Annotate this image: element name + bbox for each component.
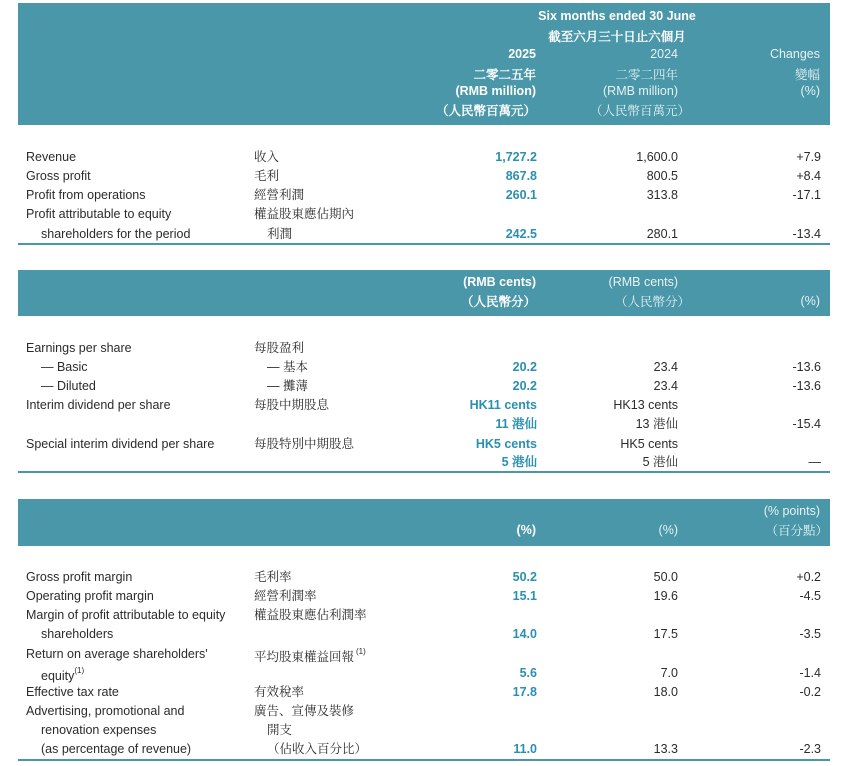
row-label-zh: 經營利潤	[254, 188, 305, 202]
row-label-en: — Basic	[41, 360, 88, 374]
row-label-en-cont-wrap	[41, 664, 84, 685]
row-label-zh: 每股盈利	[254, 341, 305, 355]
table-row	[0, 625, 842, 643]
value-2025: 15.1	[512, 589, 537, 603]
table-row-line1	[0, 396, 842, 414]
value-2025: 20.2	[512, 360, 537, 374]
row-label-en-cont: equity	[41, 669, 75, 684]
unit-2025: (RMB million)	[455, 84, 536, 98]
row-label-zh: 毛利	[254, 169, 280, 183]
row-label-zh-cont: 開支	[267, 723, 293, 737]
changes-unit: (%)	[800, 294, 820, 308]
row-label-zh-cont: （佔收入百分比）	[267, 742, 368, 756]
row-label-zh: 每股中期股息	[254, 398, 330, 412]
value-2024: 17.5	[653, 627, 678, 641]
value-2025: HK5 cents	[475, 437, 537, 451]
value-change: -13.6	[792, 360, 821, 374]
table-row-line1	[0, 645, 842, 663]
row-label-zh: 廣告、宣傳及裝修	[254, 704, 355, 718]
table-row	[0, 568, 842, 586]
footnote-marker: (1)	[74, 666, 85, 675]
value-2024: 7.0	[660, 666, 678, 680]
value-2024: 50.0	[653, 570, 678, 584]
value-change: +8.4	[796, 169, 821, 183]
value-2024: 13.3	[653, 742, 678, 756]
row-label-en: Interim dividend per share	[26, 398, 171, 412]
value-change: -13.4	[792, 227, 821, 241]
table-row	[0, 453, 842, 471]
value-2024: 18.0	[653, 685, 678, 699]
row-label-en: — Diluted	[41, 379, 96, 393]
value-2025: HK11 cents	[469, 398, 537, 412]
value-2024: HK5 cents	[620, 437, 678, 451]
table-row-line1	[0, 702, 842, 720]
value-change: -0.2	[799, 685, 821, 699]
table-row-line1	[0, 435, 842, 453]
value-2024: 1,600.0	[636, 150, 678, 164]
row-label-zh: 每股特別中期股息	[254, 437, 355, 451]
value-2024: 23.4	[653, 360, 678, 374]
value-change: —	[808, 455, 821, 469]
table-row-line2	[0, 721, 842, 739]
value-change: +7.9	[796, 150, 821, 164]
value-2025-zh: 5 港仙	[501, 455, 537, 469]
row-label-en: Special interim dividend per share	[26, 437, 215, 451]
value-2024: 23.4	[653, 379, 678, 393]
row-label-zh-wrap	[254, 645, 364, 666]
table-row	[0, 186, 842, 204]
year-2025: 2025	[508, 47, 536, 61]
changes-label-zh: 變幅	[794, 68, 820, 82]
row-label-en: Profit from operations	[26, 188, 146, 202]
row-label-en-cont: shareholders for the period	[41, 227, 191, 241]
value-2025: 50.2	[512, 570, 537, 584]
value-2024: 800.5	[646, 169, 678, 183]
table-row	[0, 415, 842, 433]
row-label-zh: — 攤薄	[267, 379, 308, 393]
value-2025: 20.2	[512, 379, 537, 393]
section-divider	[18, 759, 830, 761]
year-2025-zh: 二零二五年	[473, 68, 536, 82]
row-label-en: Effective tax rate	[26, 685, 119, 699]
unit-2024: (RMB million)	[603, 84, 678, 98]
unit-2024-zh: （人民幣百萬元）	[589, 104, 690, 118]
row-label-zh-cont: 利潤	[267, 227, 293, 241]
value-change: -2.3	[799, 742, 821, 756]
row-label-en: Advertising, promotional and	[26, 704, 185, 718]
section3-header	[18, 499, 830, 546]
row-label-en: Revenue	[26, 150, 77, 164]
table-row	[0, 358, 842, 376]
value-2025: 867.8	[505, 169, 537, 183]
unit-2024: (%)	[658, 523, 678, 537]
section-divider	[18, 243, 830, 245]
unit-2024: (RMB cents)	[608, 275, 678, 289]
unit-2025: (%)	[516, 523, 536, 537]
row-label-zh: 權益股東應佔期內	[254, 207, 355, 221]
changes-unit: (% points)	[763, 504, 820, 518]
period-en: Six months ended 30 June	[538, 9, 696, 23]
value-2024: 313.8	[646, 188, 678, 202]
row-label-en-cont: (as percentage of revenue)	[41, 742, 192, 756]
unit-2025: (RMB cents)	[463, 275, 536, 289]
row-label-zh: 毛利率	[254, 570, 292, 584]
row-label-en-cont: renovation expenses	[41, 723, 157, 737]
value-2024: HK13 cents	[613, 398, 678, 412]
row-label-zh: — 基本	[267, 360, 308, 374]
row-label-en: Operating profit margin	[26, 589, 154, 603]
value-2024-zh: 5 港仙	[642, 455, 678, 469]
unit-2025-zh: （人民幣分）	[460, 295, 536, 309]
table-row	[0, 148, 842, 166]
changes-unit: (%)	[800, 84, 820, 98]
row-label-en: Return on average shareholders'	[26, 647, 208, 661]
row-label-zh: 平均股東權益回報	[254, 650, 355, 665]
period-zh: 截至六月三十日止六個月	[548, 30, 686, 44]
unit-2024-zh: （人民幣分）	[614, 295, 690, 309]
row-label-zh: 有效稅率	[254, 685, 305, 699]
value-change: -13.6	[792, 379, 821, 393]
table-row	[0, 167, 842, 185]
section2-header	[18, 270, 830, 316]
table-row	[0, 377, 842, 395]
row-label-en: Margin of profit attributable to equity	[26, 608, 226, 622]
row-label-en: Profit attributable to equity	[26, 207, 172, 221]
table-row-line1	[0, 205, 842, 223]
year-2024: 2024	[650, 47, 678, 61]
year-2024-zh: 二零二四年	[615, 68, 678, 82]
value-2024-zh: 13 港仙	[635, 417, 678, 431]
value-change: -4.5	[799, 589, 821, 603]
row-label-en: Gross profit margin	[26, 570, 133, 584]
footnote-marker: (1)	[356, 647, 366, 656]
value-2025: 14.0	[512, 627, 537, 641]
table-row-line1	[0, 606, 842, 624]
table-row	[0, 683, 842, 701]
table-row	[0, 225, 842, 243]
row-label-en-cont: shareholders	[41, 627, 114, 641]
table-row	[0, 339, 842, 357]
table-row	[0, 587, 842, 605]
row-label-zh: 收入	[254, 150, 280, 164]
value-2024: 280.1	[646, 227, 678, 241]
row-label-zh: 經營利潤率	[254, 589, 317, 603]
row-label-en: Gross profit	[26, 169, 91, 183]
value-change: -17.1	[792, 188, 821, 202]
table-row	[0, 740, 842, 758]
value-2025: 260.1	[505, 188, 537, 202]
unit-2025-zh: （人民幣百萬元）	[435, 104, 536, 118]
value-2025: 5.6	[519, 666, 537, 680]
value-2025: 242.5	[505, 227, 537, 241]
section-divider	[18, 471, 830, 473]
changes-label: Changes	[769, 47, 820, 61]
value-change: -1.4	[799, 666, 821, 680]
section1-header	[18, 3, 830, 125]
value-2024: 19.6	[653, 589, 678, 603]
row-label-en: Earnings per share	[26, 341, 132, 355]
row-label-zh: 權益股東應佔利潤率	[254, 608, 367, 622]
table-row	[0, 664, 842, 682]
value-2025-zh: 11 港仙	[495, 417, 537, 431]
value-2025: 11.0	[513, 742, 537, 756]
value-2025: 17.8	[512, 685, 537, 699]
value-change: +0.2	[796, 570, 821, 584]
value-change: -3.5	[799, 627, 821, 641]
value-2025: 1,727.2	[495, 150, 537, 164]
value-change: -15.4	[792, 417, 821, 431]
changes-unit-zh: （百分點）	[765, 524, 828, 538]
